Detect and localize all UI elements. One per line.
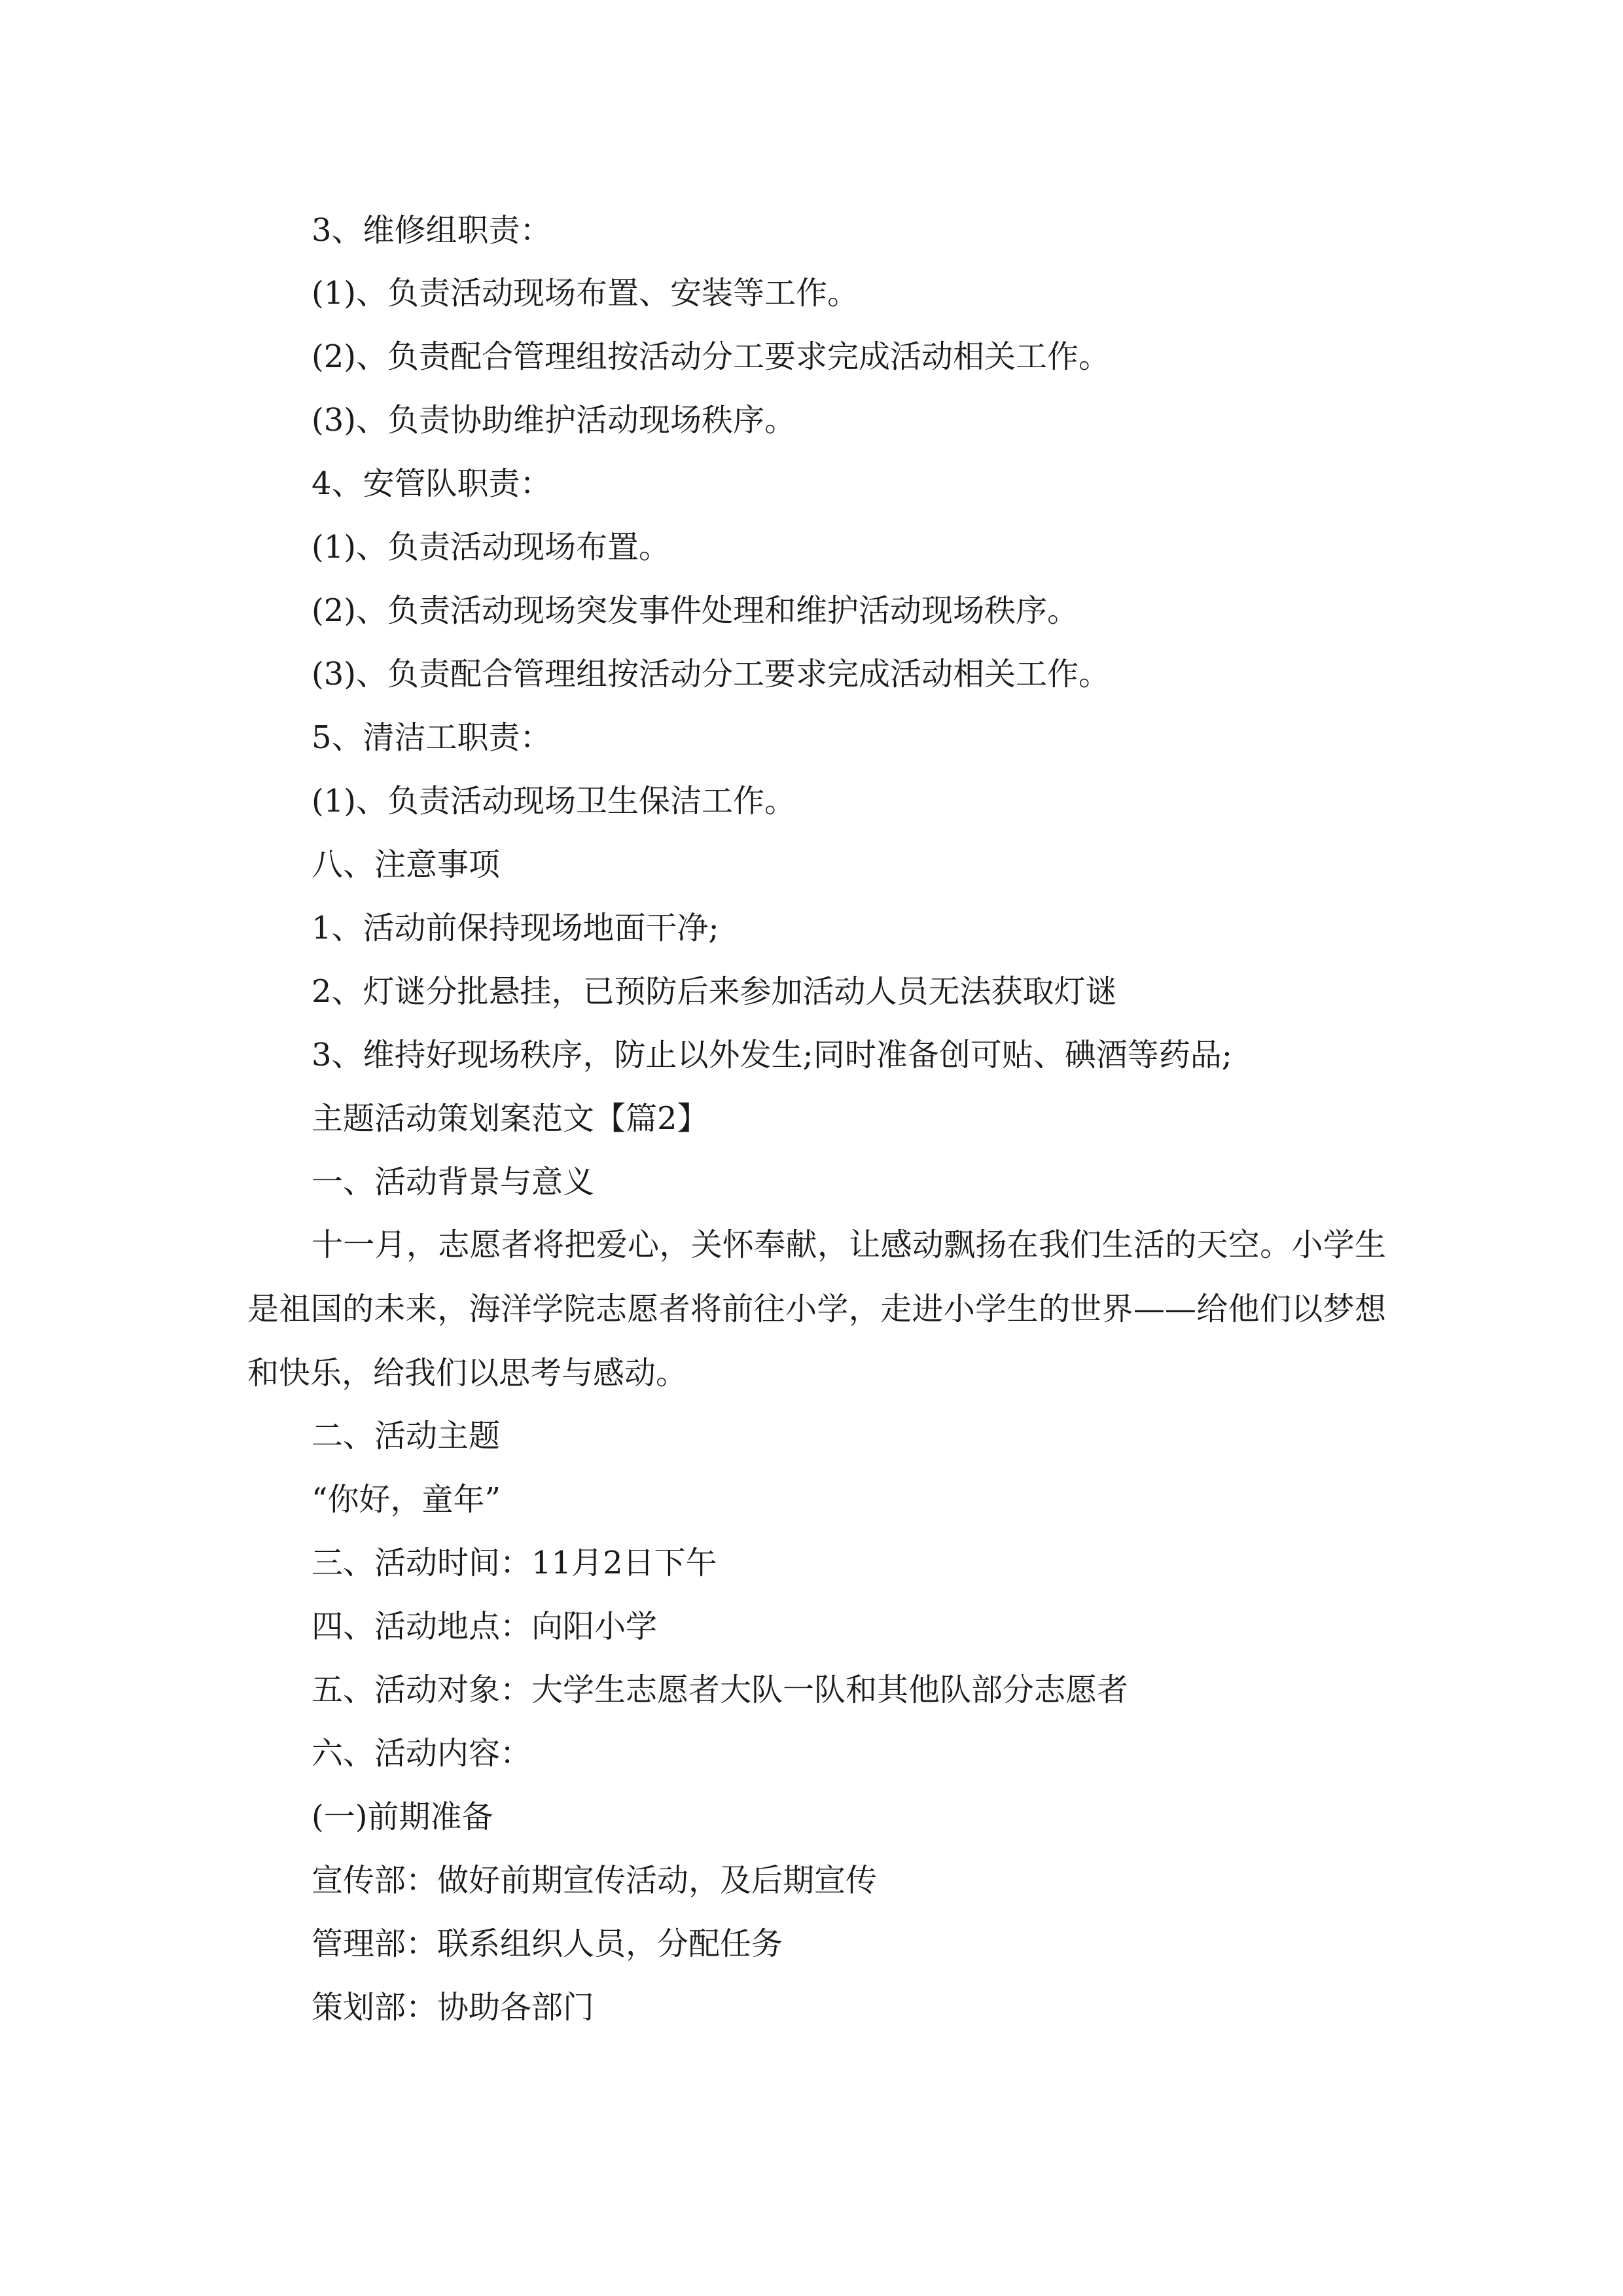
section-heading: 六、活动内容：	[312, 1735, 532, 1772]
text-line: (3)、负责配合管理组按活动分工要求完成活动相关工作。	[312, 656, 1110, 692]
text-line: (2)、负责配合管理组按活动分工要求完成活动相关工作。	[312, 338, 1110, 375]
body-paragraph: 十一月，志愿者将把爱心，关怀奉献，让感动飘扬在我们生活的天空。小学生是祖国的未来，海洋学院志愿者将前往小学，走进小学生的世界——给他们以梦想和快乐，给我们以思考与感动。	[247, 1227, 1386, 1391]
text-line: 3、维持好现场秩序，防止以外发生;同时准备创可贴、碘酒等药品;	[312, 1037, 1232, 1073]
text-line: 宣传部：做好前期宣传活动，及后期宣传	[312, 1862, 878, 1899]
section-heading: 三、活动时间：11月2日下午	[312, 1545, 717, 1581]
text-line: (1)、负责活动现场布置、安装等工作。	[312, 275, 859, 312]
text-line: (3)、负责协助维护活动现场秩序。	[312, 402, 796, 439]
section-heading: 四、活动地点：向阳小学	[312, 1608, 658, 1645]
section-heading: 八、注意事项	[312, 846, 501, 883]
text-line: 3、维修组职责：	[312, 212, 552, 249]
text-line: 管理部：联系组织人员，分配任务	[312, 1926, 783, 1962]
text-line: (1)、负责活动现场布置。	[312, 529, 670, 565]
section-heading: 五、活动对象：大学生志愿者大队一队和其他队部分志愿者	[312, 1672, 1129, 1708]
text-line: 2、灯谜分批悬挂，已预防后来参加活动人员无法获取灯谜	[312, 973, 1117, 1010]
text-line: (2)、负责活动现场突发事件处理和维护活动现场秩序。	[312, 592, 1079, 629]
section-heading: 二、活动主题	[312, 1418, 501, 1454]
text-line: 5、清洁工职责：	[312, 719, 552, 756]
article-title: 主题活动策划案范文【篇2】	[312, 1100, 709, 1137]
section-heading: 一、活动背景与意义	[312, 1164, 595, 1200]
text-line: 4、安管队职责：	[312, 465, 552, 502]
text-line: 策划部：协助各部门	[312, 1989, 595, 2026]
text-line: “你好，童年”	[312, 1481, 501, 1518]
text-line: 1、活动前保持现场地面干净;	[312, 910, 719, 946]
text-line: (1)、负责活动现场卫生保洁工作。	[312, 783, 796, 819]
text-line: (一)前期准备	[312, 1799, 493, 1835]
